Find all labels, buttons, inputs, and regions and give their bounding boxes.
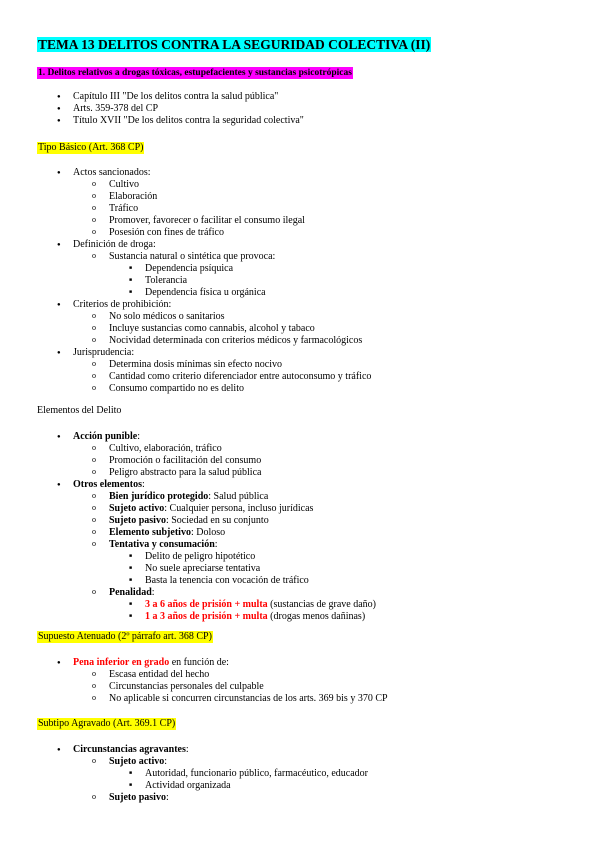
list-item: ● Criterios de prohibición: xyxy=(0,299,599,311)
otros-suffix: : xyxy=(141,479,145,490)
list-item: o Tráfico xyxy=(0,203,599,215)
penalidad-label: Penalidad xyxy=(109,587,152,598)
activo-value: : Cualquier persona, incluso jurídicas xyxy=(164,503,314,514)
elementos-list xyxy=(0,431,599,623)
list-item: ● Jurisprudencia: xyxy=(0,347,599,359)
list-item: ■ Dependencia física u orgánica xyxy=(0,287,599,299)
list-item xyxy=(0,587,599,599)
accion-label: Acción punible xyxy=(73,431,138,442)
list-item xyxy=(0,611,599,623)
subjetivo-value: : Doloso xyxy=(190,527,226,538)
list-item: ■ No suele apreciarse tentativa xyxy=(0,563,599,575)
list-item xyxy=(0,479,599,491)
section-heading-tipo-basico: Tipo Básico (Art. 368 CP) xyxy=(38,142,144,153)
agr-activo-suffix: : xyxy=(164,756,168,767)
list-item xyxy=(0,527,599,539)
tipo-basico-list xyxy=(0,167,599,395)
agr-pasivo-suffix: : xyxy=(165,792,169,803)
list-item xyxy=(0,491,599,503)
document-title: TEMA 13 DELITOS CONTRA LA SEGURIDAD COLECTIVA (II) xyxy=(38,37,431,52)
list-item: ● Arts. 359-378 del CP xyxy=(0,103,599,115)
accion-suffix: : xyxy=(137,431,140,442)
list-item: ■ Basta la tenencia con vocación de tráfico xyxy=(0,575,599,587)
activo-label: Sujeto activo xyxy=(109,503,165,514)
list-item: o Promover, favorecer o facilitar el consumo ilegal xyxy=(0,215,599,227)
list-item: ● Título XVII "De los delitos contra la seguridad colectiva" xyxy=(0,115,599,127)
section-heading-elementos: Elementos del Delito xyxy=(37,405,122,416)
list-item xyxy=(0,431,599,443)
bien-value: : Salud pública xyxy=(208,491,269,502)
bien-label: Bien jurídico protegido xyxy=(109,491,209,502)
pena2-highlight: 1 a 3 años de prisión + multa xyxy=(145,611,268,622)
section-heading-atenuado: Supuesto Atenuado (2º párrafo art. 368 CP) xyxy=(38,631,212,642)
agr-pasivo-label: Sujeto pasivo xyxy=(109,792,166,803)
pena1-highlight: 3 a 6 años de prisión + multa xyxy=(145,599,268,610)
section-heading-drugs: 1. Delitos relativos a drogas tóxicas, estupefacientes y sustancias psicotrópicas xyxy=(38,68,352,78)
tentativa-label: Tentativa y consumación xyxy=(109,539,215,550)
pena1-rest: (sustancias de grave daño) xyxy=(267,599,376,610)
list-item: o Cultivo xyxy=(0,179,599,191)
list-item: ● Actos sancionados: xyxy=(0,167,599,179)
circ-label: Circunstancias agravantes xyxy=(73,744,186,755)
list-item: ■ Actividad organizada xyxy=(0,780,599,792)
list-item: o Determina dosis mínimas sin efecto nocivo xyxy=(0,359,599,371)
list-item: o Circunstancias personales del culpable xyxy=(0,681,599,693)
list-item: o Escasa entidad del hecho xyxy=(0,669,599,681)
penalidad-suffix: : xyxy=(151,587,155,598)
tentativa-suffix: : xyxy=(214,539,218,550)
list-item: ■ Delito de peligro hipotético xyxy=(0,551,599,563)
section1-list xyxy=(0,91,599,127)
list-item: ● Definición de droga: xyxy=(0,239,599,251)
list-item xyxy=(0,756,599,768)
otros-label: Otros elementos xyxy=(73,479,142,490)
list-item: o Promoción o facilitación del consumo xyxy=(0,455,599,467)
list-item: o Cultivo, elaboración, tráfico xyxy=(0,443,599,455)
agravado-list xyxy=(0,744,599,804)
circ-suffix: : xyxy=(185,744,189,755)
list-item: o Incluye sustancias como cannabis, alcohol y tabaco xyxy=(0,323,599,335)
list-item: o Elaboración xyxy=(0,191,599,203)
list-item: o No solo médicos o sanitarios xyxy=(0,311,599,323)
list-item: o Sustancia natural o sintética que provoca: xyxy=(0,251,599,263)
list-item: o Posesión con fines de tráfico xyxy=(0,227,599,239)
list-item: ■ Tolerancia xyxy=(0,275,599,287)
list-item xyxy=(0,744,599,756)
list-item: o Peligro abstracto para la salud pública xyxy=(0,467,599,479)
list-item: ■ Dependencia psíquica xyxy=(0,263,599,275)
list-item xyxy=(0,657,599,669)
list-item: ● Capítulo III "De los delitos contra la salud pública" xyxy=(0,91,599,103)
list-item: o Nocividad determinada con criterios médicos y farmacológicos xyxy=(0,335,599,347)
pasivo-label: Sujeto pasivo xyxy=(109,515,166,526)
list-item: o Consumo compartido no es delito xyxy=(0,383,599,395)
list-item: ■ Autoridad, funcionario público, farmacéutico, educador xyxy=(0,768,599,780)
list-item xyxy=(0,503,599,515)
pasivo-value: : Sociedad en su conjunto xyxy=(165,515,269,526)
pena2-rest: (drogas menos dañinas) xyxy=(267,611,366,622)
list-item xyxy=(0,515,599,527)
list-item: o No aplicable si concurren circunstancias de los arts. 369 bis y 370 CP xyxy=(0,693,599,705)
list-item: o Cantidad como criterio diferenciador entre autoconsumo y tráfico xyxy=(0,371,599,383)
list-item xyxy=(0,539,599,551)
atenuado-list xyxy=(0,657,599,705)
pena-inferior-rest: en función de: xyxy=(169,657,229,668)
agr-activo-label: Sujeto activo xyxy=(109,756,165,767)
pena-inferior-highlight: Pena inferior en grado xyxy=(73,657,170,668)
list-item xyxy=(0,792,599,804)
list-item xyxy=(0,599,599,611)
subjetivo-label: Elemento subjetivo xyxy=(109,527,191,538)
section-heading-agravado: Subtipo Agravado (Art. 369.1 CP) xyxy=(38,718,176,729)
